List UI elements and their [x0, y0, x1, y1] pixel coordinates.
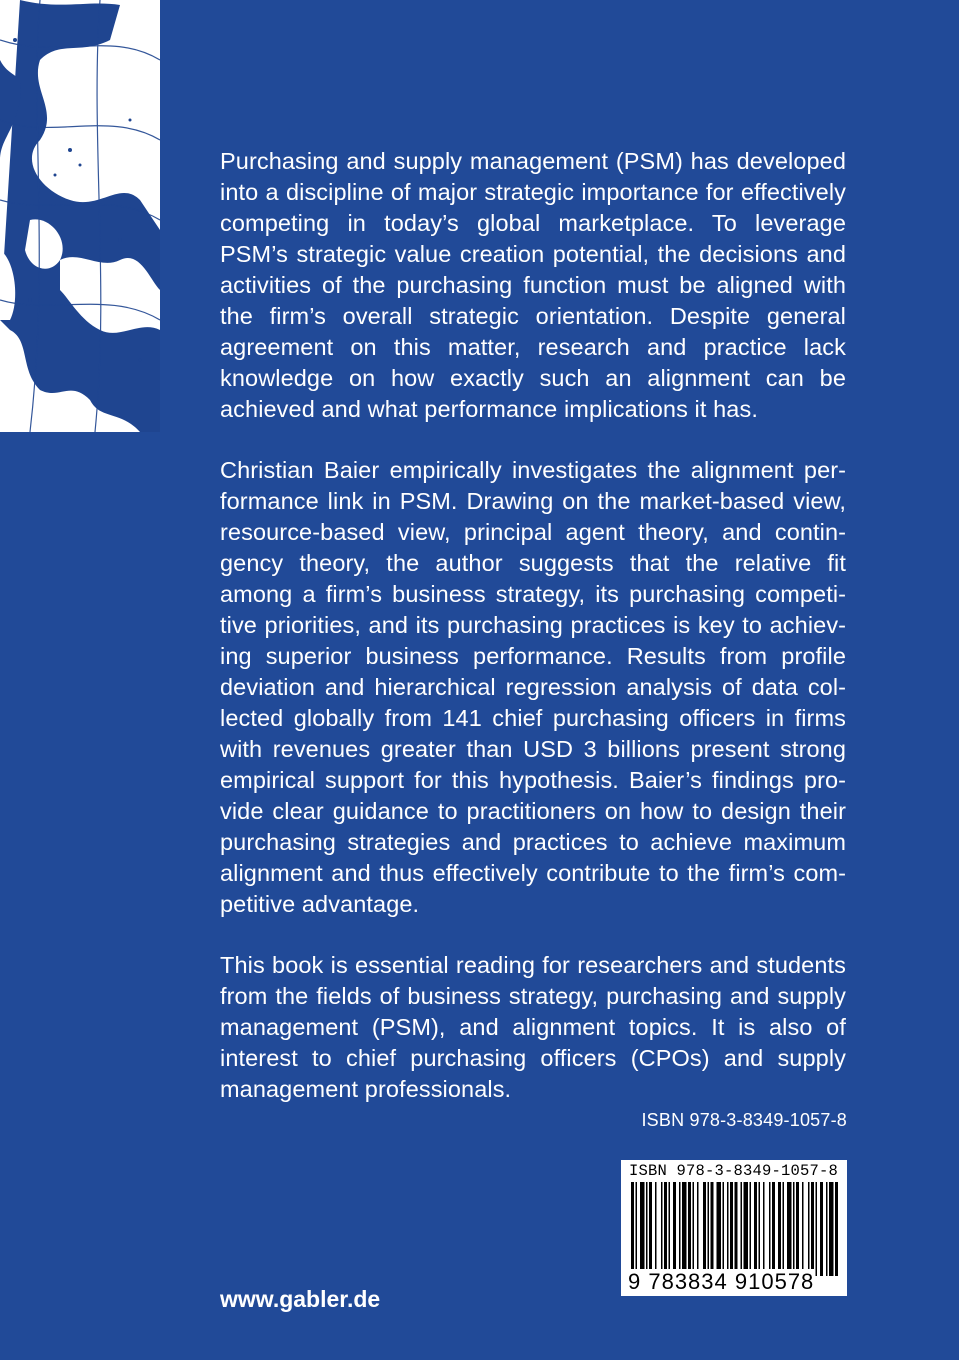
barcode-bar: [688, 1182, 691, 1276]
isbn-text: ISBN 978-3-8349-1057-8: [641, 1110, 847, 1130]
barcode-bar: [640, 1182, 645, 1276]
barcode-digits: [627, 1269, 843, 1295]
barcode-digits-text: 9 783834 910578: [628, 1269, 815, 1294]
barcode-bar: [793, 1182, 795, 1276]
barcode-bar: [811, 1182, 814, 1276]
barcode-bar: [750, 1182, 752, 1276]
back-cover-blurb: [220, 146, 846, 1135]
barcode-bar: [796, 1182, 799, 1276]
barcode-bar: [783, 1182, 785, 1276]
barcode-bar: [763, 1182, 765, 1276]
barcode-bar: [787, 1182, 792, 1276]
barcode-bar: [835, 1182, 838, 1276]
barcode-isbn-label: ISBN 978-3-8349-1057-8: [629, 1162, 839, 1180]
barcode-bar: [631, 1182, 634, 1276]
barcode-bar: [829, 1182, 834, 1276]
barcode-bar: [646, 1182, 648, 1276]
barcode: [621, 1160, 847, 1296]
barcode-bars: [621, 1182, 847, 1276]
barcode-bar: [769, 1182, 771, 1276]
barcode-bar: [669, 1182, 671, 1276]
barcode-bar: [778, 1182, 781, 1276]
globe-image: [0, 0, 160, 432]
barcode-bar: [717, 1182, 722, 1276]
barcode-bar: [744, 1182, 749, 1276]
blurb-paragraph: Christian Baier empirically investigates the alignment performance link in PSM. Drawing on the market-based view, resource-based view, principal agent theory, and contingency theory, the author suggests that the relative fit among a firm’s business strategy, its purchasing competitive priorities, and its purchasing practices is key to achieving superior business performance. Results from profile deviation and hierarchical regression analysis of data collected globally from 141 chief purchasing officers in firms with revenues greater than USD 3 billions present strong empirical support for this hypothesis. Baier’s findings provide clear guidance to practitioners on how to design their purchasing strategies and practices to achieve maximum alignment and thus effectively contribute to the firm’s competitive advantage.: [220, 457, 846, 917]
barcode-bar: [735, 1182, 738, 1276]
barcode-bar: [802, 1182, 804, 1276]
publisher-website: www.gabler.de: [220, 1286, 381, 1312]
barcode-bar: [703, 1182, 706, 1276]
barcode-bar: [682, 1182, 687, 1276]
barcode-bar: [820, 1182, 823, 1276]
barcode-bar: [679, 1182, 681, 1276]
barcode-bar: [664, 1182, 667, 1276]
barcode-bar: [727, 1182, 729, 1276]
barcode-bar: [697, 1182, 699, 1276]
barcode-bar: [711, 1182, 714, 1276]
barcode-bar: [826, 1182, 828, 1276]
barcode-bar: [649, 1182, 652, 1276]
barcode-bar: [655, 1182, 657, 1276]
barcode-bar: [730, 1182, 733, 1276]
barcode-bar: [754, 1182, 757, 1276]
barcode-bar: [661, 1182, 663, 1276]
barcode-bar: [636, 1182, 638, 1276]
blurb-paragraph: This book is essential reading for researchers and students from the fields of business strategy, purchasing and supply management (PSM), and alignment topics. It is also of interest to chief purchasing officers (CPOs) and supply management professionals.: [220, 952, 846, 1102]
barcode-bar: [673, 1182, 676, 1276]
blurb-paragraph: Purchasing and supply management (PSM) has developed into a discipline of major strategic importance for effectively competing in today’s global marketplace. To leverage PSM’s strategic value creation potential, the decisions and activities of the purchasing function must be aligned with the firm’s overall strategic orientation. Despite general agreement on this matter, research and practice lack knowledge on how exactly such an alignment can be achieved and what performance implications it has.: [220, 148, 846, 422]
barcode-bar: [816, 1182, 818, 1276]
barcode-bar: [808, 1182, 810, 1276]
barcode-bar: [772, 1182, 775, 1276]
barcode-bar: [708, 1182, 710, 1276]
barcode-bar: [741, 1182, 743, 1276]
barcode-bar: [723, 1182, 725, 1276]
barcode-bar: [759, 1182, 761, 1276]
barcode-bar: [693, 1182, 695, 1276]
